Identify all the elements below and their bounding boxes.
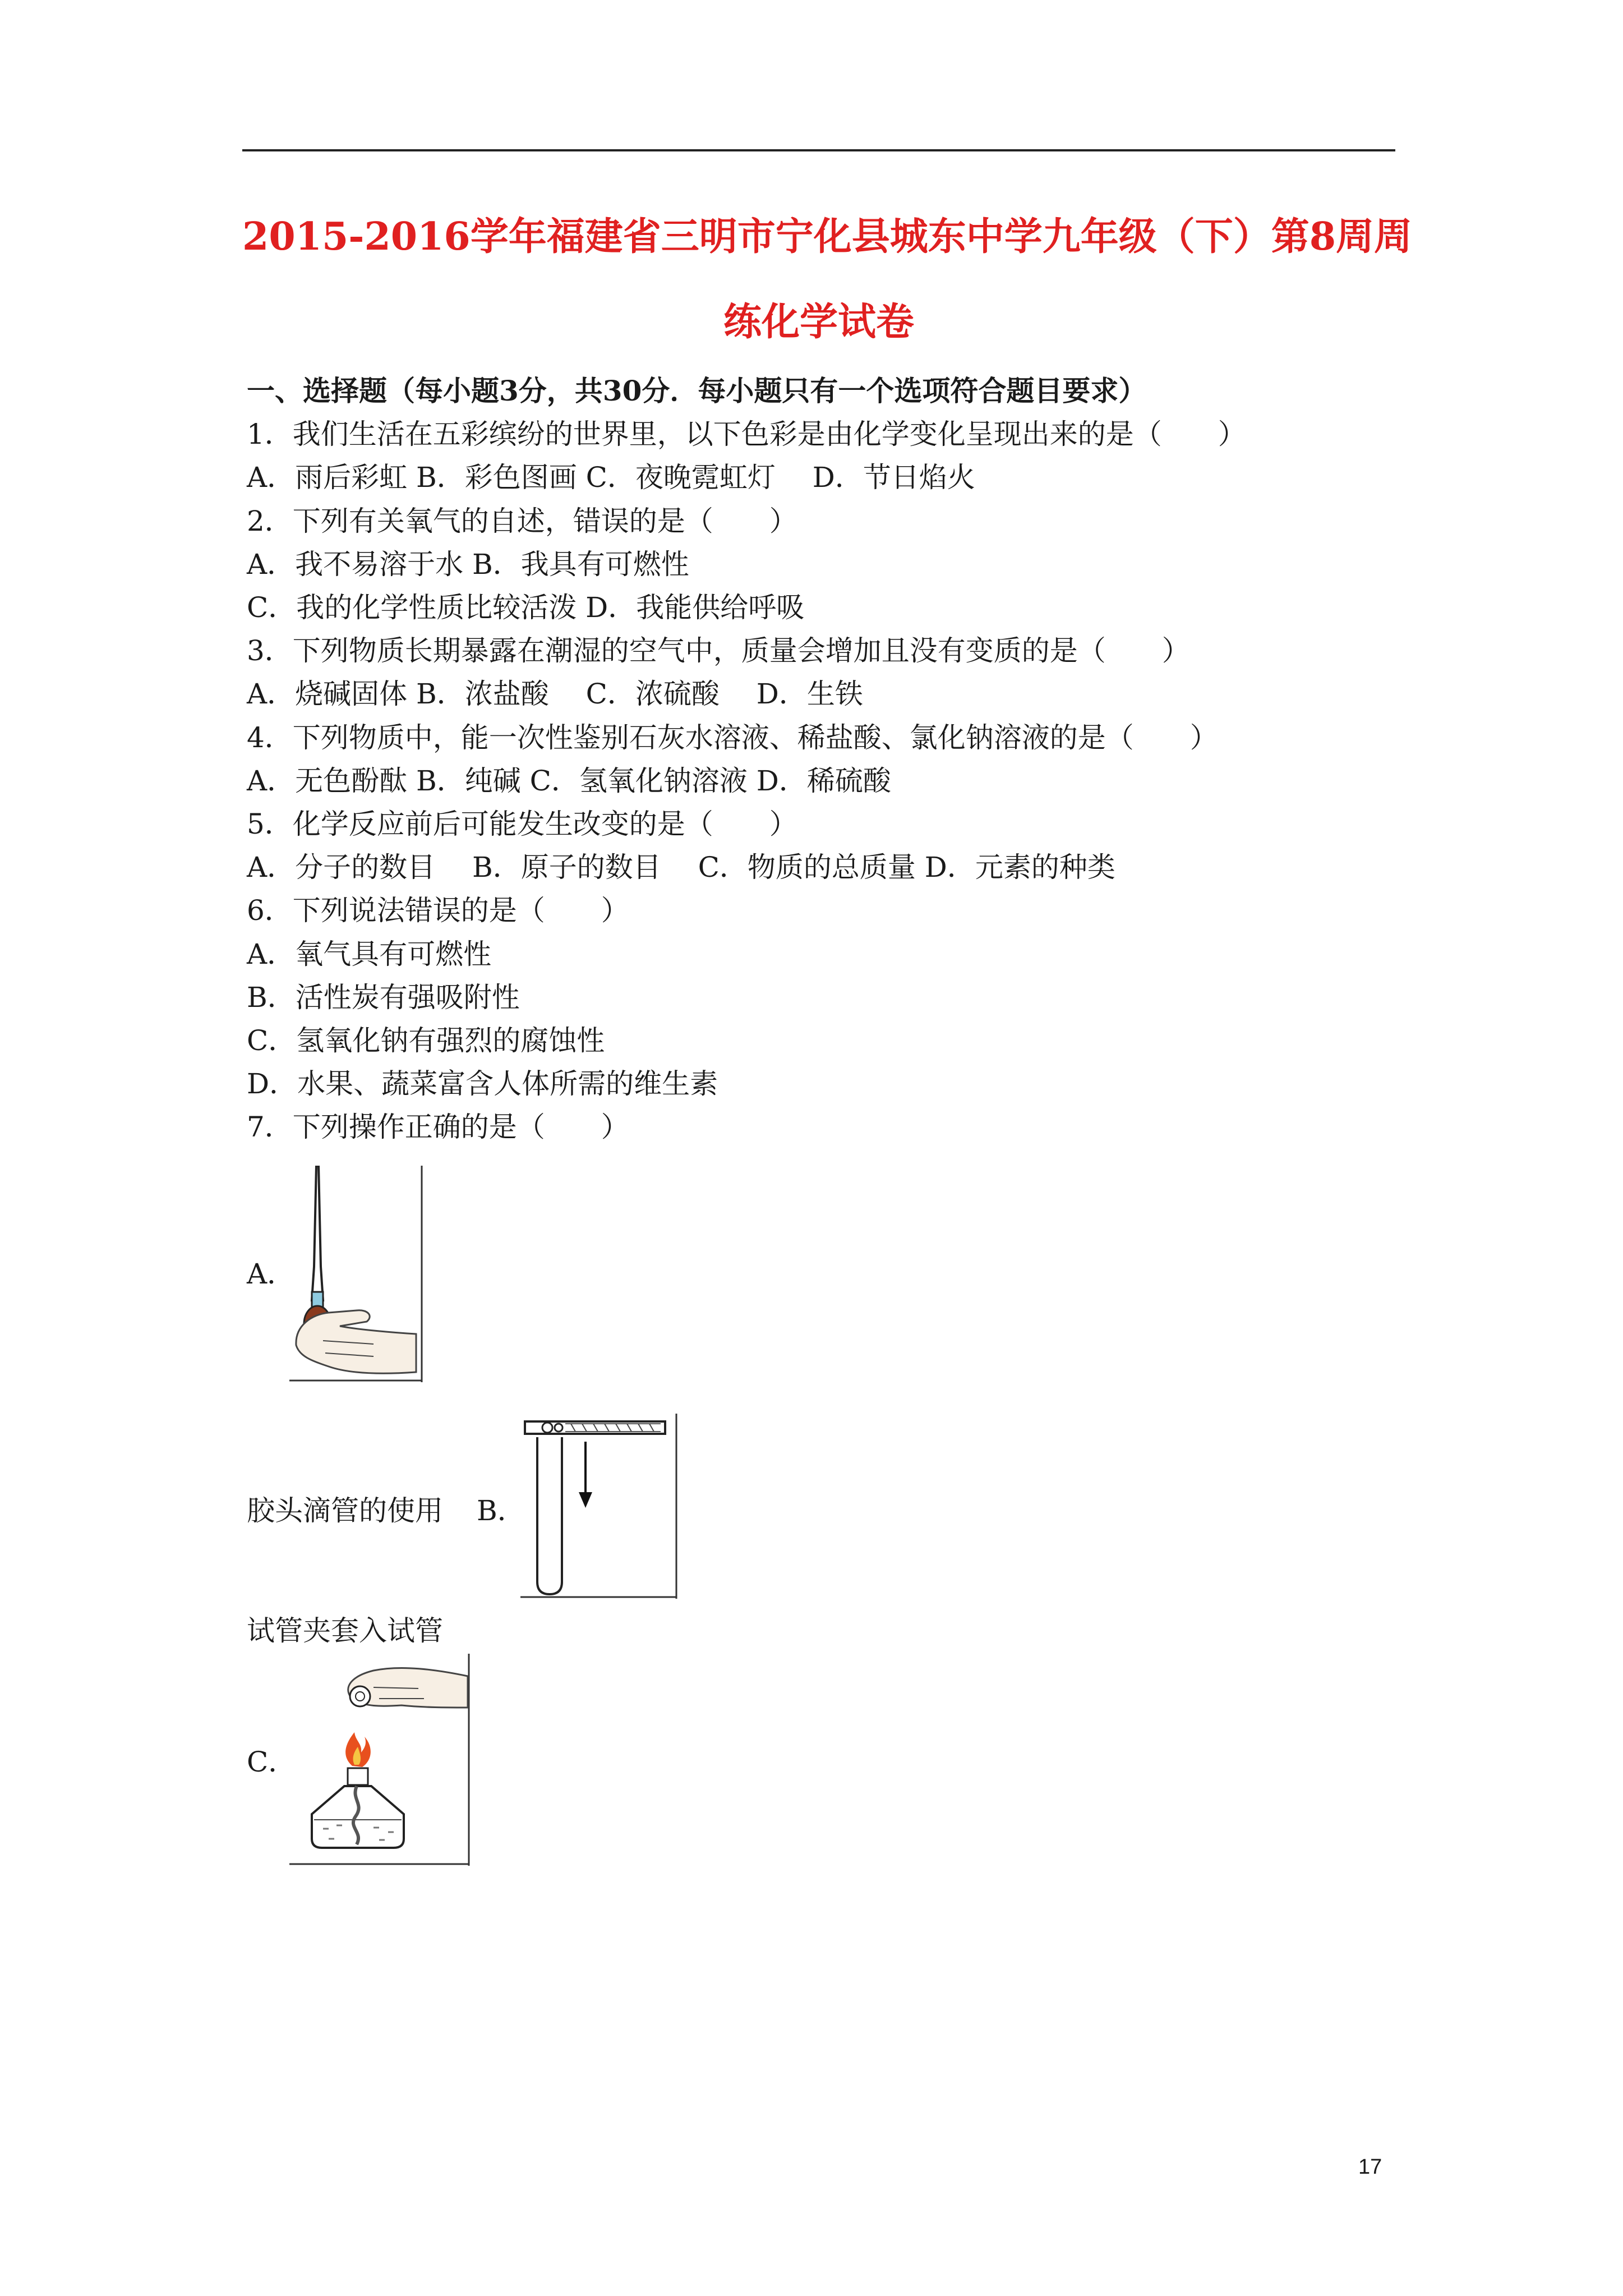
alcohol-lamp-figure xyxy=(289,1654,471,1866)
question-1-stem: 1．我们生活在五彩缤纷的世界里，以下色彩是由化学变化呈现出来的是（ ） xyxy=(247,418,1246,450)
question-7-stem: 7．下列操作正确的是（ ） xyxy=(247,1111,629,1143)
question-6-option-a: A．氧气具有可燃性 xyxy=(247,938,492,970)
question-6-option-c: C．氢氧化钠有强烈的腐蚀性 xyxy=(247,1024,605,1057)
dropper-usage-figure xyxy=(289,1166,426,1382)
question-1-options: A．雨后彩虹 B．彩色图画 C．夜晚霓虹灯 D．节日焰火 xyxy=(247,461,975,494)
section-heading: 一、选择题（每小题3分，共30分．每小题只有一个选项符合题目要求） xyxy=(247,374,1147,407)
question-4-options: A．无色酚酞 B．纯碱 C．氢氧化钠溶液 D．稀硫酸 xyxy=(247,765,891,797)
question-2-options-row-1: A．我不易溶于水 B．我具有可燃性 xyxy=(247,548,689,581)
question-2-options-row-2: C．我的化学性质比较活泼 D．我能供给呼吸 xyxy=(247,591,805,624)
exam-title-line-2: 练化学试卷 xyxy=(723,300,914,344)
question-2-stem: 2．下列有关氧气的自述，错误的是（ ） xyxy=(247,505,797,537)
q7-option-b-letter: B． xyxy=(477,1494,525,1527)
q7-option-a-caption: 胶头滴管的使用 xyxy=(247,1494,443,1527)
question-6-option-b: B．活性炭有强吸附性 xyxy=(247,981,520,1014)
exam-title-line-1: 2015-2016学年福建省三明市宁化县城东中学九年级（下）第8周周 xyxy=(242,214,1413,259)
question-4-stem: 4．下列物质中，能一次性鉴别石灰水溶液、稀盐酸、氯化钠溶液的是（ ） xyxy=(247,721,1218,754)
question-3-options: A．烧碱固体 B．浓盐酸 C．浓硫酸 D．生铁 xyxy=(247,678,863,710)
header-rule xyxy=(242,149,1395,151)
page-number: 17 xyxy=(1358,2155,1382,2179)
question-3-stem: 3．下列物质长期暴露在潮湿的空气中，质量会增加且没有变质的是（ ） xyxy=(247,634,1190,667)
q7-option-a-letter: A． xyxy=(247,1258,296,1290)
q7-option-c-letter: C． xyxy=(247,1746,297,1778)
test-tube-clamp-figure xyxy=(520,1414,677,1599)
question-5-stem: 5．化学反应前后可能发生改变的是（ ） xyxy=(247,808,797,840)
question-5-options: A．分子的数目 B．原子的数目 C．物质的总质量 D．元素的种类 xyxy=(247,851,1115,884)
question-6-option-d: D．水果、蔬菜富含人体所需的维生素 xyxy=(247,1068,718,1100)
question-6-stem: 6．下列说法错误的是（ ） xyxy=(247,894,629,927)
q7-option-b-caption: 试管夹套入试管 xyxy=(247,1614,443,1647)
